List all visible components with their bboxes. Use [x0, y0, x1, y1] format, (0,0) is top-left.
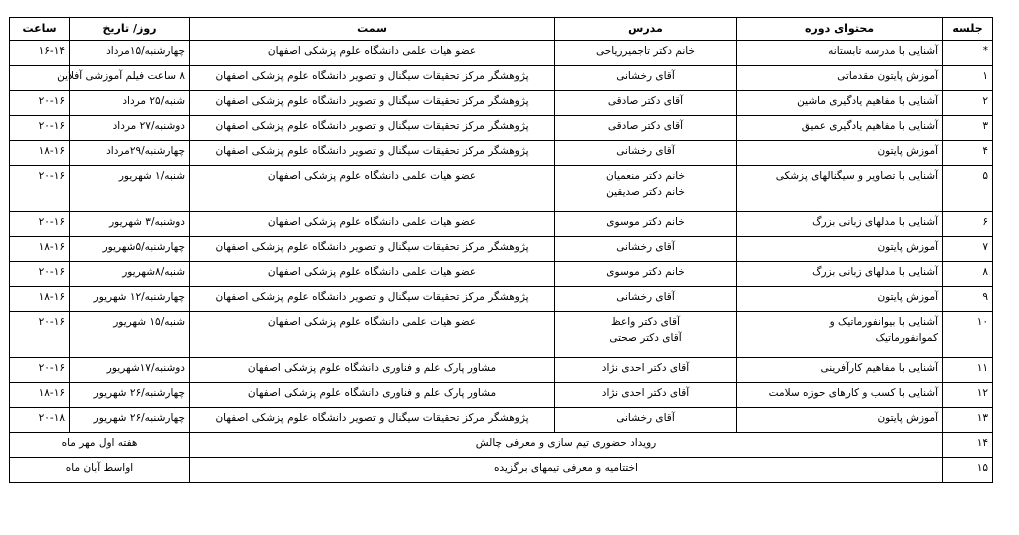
course-content — [737, 66, 943, 91]
time: ۲۰-۱۶ — [10, 91, 70, 116]
schedule-table — [9, 17, 993, 483]
teacher-line: آقای رخشانی — [616, 145, 675, 157]
event-title: اختتامیه و معرفی تیمهای برگزیده — [190, 458, 943, 483]
course-content-line: آموزش پایتون — [877, 241, 938, 253]
schedule-container — [9, 17, 992, 483]
teacher — [555, 262, 737, 287]
session-number: ۱۱ — [943, 358, 993, 383]
header-position: سمت — [190, 18, 555, 41]
course-content-line: آشنایی با کسب و کارهای حوزه سلامت — [768, 387, 938, 399]
position: مشاور پارک علم و فناوری دانشگاه علوم پزشکی اصفهان — [190, 358, 555, 383]
position: پژوهشگر مرکز تحقیقات سیگنال و تصویر دانشگاه علوم پزشکی اصفهان — [190, 141, 555, 166]
teacher-line: خانم دکتر موسوی — [606, 266, 685, 278]
date: دوشنبه/۳ شهریور — [70, 212, 190, 237]
teacher-line: خانم دکتر موسوی — [606, 216, 685, 228]
date: ۸ ساعت فیلم آموزشی آفلاین — [70, 66, 190, 91]
time: ۲۰-۱۶ — [10, 312, 70, 358]
teacher-line: آقای رخشانی — [616, 291, 675, 303]
teacher-line: خانم دکتر صدیقین — [606, 186, 685, 198]
header-row — [10, 18, 993, 41]
course-content — [737, 312, 943, 358]
date: چهارشنبه/۵شهریور — [70, 237, 190, 262]
course-content-line: آشنایی با مدلهای زبانی بزرگ — [812, 216, 938, 228]
course-content — [737, 408, 943, 433]
position: عضو هیات علمی دانشگاه علوم پزشکی اصفهان — [190, 312, 555, 358]
session-number: * — [943, 41, 993, 66]
session-number: ۸ — [943, 262, 993, 287]
time: ۲۰-۱۶ — [10, 262, 70, 287]
time: ۲۰-۱۶ — [10, 166, 70, 212]
teacher-line: آقای دکتر احدی نژاد — [601, 362, 690, 374]
date: شنبه/۲۵ مرداد — [70, 91, 190, 116]
date: شنبه/۱ شهریور — [70, 166, 190, 212]
teacher — [555, 41, 737, 66]
table-row — [10, 66, 993, 91]
teacher-line: خانم دکتر منعمیان — [606, 170, 685, 182]
date: شنبه/۱۵ شهریور — [70, 312, 190, 358]
table-row — [10, 262, 993, 287]
header-date: روز/ تاریخ — [70, 18, 190, 41]
time: ۱۸-۱۶ — [10, 383, 70, 408]
table-row — [10, 383, 993, 408]
table-row — [10, 408, 993, 433]
course-content — [737, 287, 943, 312]
position: عضو هیات علمی دانشگاه علوم پزشکی اصفهان — [190, 41, 555, 66]
course-content — [737, 166, 943, 212]
position: عضو هیات علمی دانشگاه علوم پزشکی اصفهان — [190, 166, 555, 212]
event-row — [10, 433, 993, 458]
position: مشاور پارک علم و فناوری دانشگاه علوم پزشکی اصفهان — [190, 383, 555, 408]
course-content — [737, 116, 943, 141]
session-number: ۶ — [943, 212, 993, 237]
date: چهارشنبه/۲۶ شهریور — [70, 408, 190, 433]
course-content-line: آشنایی با مدرسه تابستانه — [828, 45, 938, 57]
session-number: ۱۰ — [943, 312, 993, 358]
session-number: ۵ — [943, 166, 993, 212]
time: ۲۰-۱۶ — [10, 358, 70, 383]
header-content: محتوای دوره — [737, 18, 943, 41]
teacher — [555, 408, 737, 433]
table-row — [10, 141, 993, 166]
course-content-line: آموزش پایتون — [877, 145, 938, 157]
course-content-line: کموانفورماتیک — [875, 332, 938, 344]
event-when: هفته اول مهر ماه — [10, 433, 190, 458]
course-content — [737, 383, 943, 408]
course-content — [737, 41, 943, 66]
course-content-line: آشنایی با مفاهیم یادگیری ماشین — [797, 95, 938, 107]
course-content — [737, 237, 943, 262]
course-content-line: آشنایی با مدلهای زبانی بزرگ — [812, 266, 938, 278]
position: پژوهشگر مرکز تحقیقات سیگنال و تصویر دانشگاه علوم پزشکی اصفهان — [190, 408, 555, 433]
session-number: ۱۵ — [943, 458, 993, 483]
table-row — [10, 212, 993, 237]
time: ۱۶-۱۴ — [10, 41, 70, 66]
course-content — [737, 91, 943, 116]
date: چهارشنبه/۲۹مرداد — [70, 141, 190, 166]
position: عضو هیات علمی دانشگاه علوم پزشکی اصفهان — [190, 262, 555, 287]
teacher — [555, 212, 737, 237]
session-number: ۱۴ — [943, 433, 993, 458]
course-content-line: آشنایی با مفاهیم یادگیری عمیق — [801, 120, 938, 132]
course-content — [737, 141, 943, 166]
course-content-line: آشنایی با تصاویر و سیگنالهای پزشکی — [775, 170, 938, 182]
teacher-line: آقای رخشانی — [616, 241, 675, 253]
time: ۲۰-۱۶ — [10, 212, 70, 237]
time: ۲۰-۱۶ — [10, 116, 70, 141]
teacher — [555, 312, 737, 358]
course-content-line: آشنایی با بیوانفورماتیک و — [829, 316, 938, 328]
position: پژوهشگر مرکز تحقیقات سیگنال و تصویر دانشگاه علوم پزشکی اصفهان — [190, 237, 555, 262]
session-number: ۱ — [943, 66, 993, 91]
event-row — [10, 458, 993, 483]
session-number: ۹ — [943, 287, 993, 312]
table-row — [10, 116, 993, 141]
teacher-line: آقای رخشانی — [616, 70, 675, 82]
teacher — [555, 141, 737, 166]
table-row — [10, 358, 993, 383]
table-row — [10, 237, 993, 262]
teacher — [555, 287, 737, 312]
teacher — [555, 237, 737, 262]
teacher — [555, 91, 737, 116]
table-row — [10, 287, 993, 312]
teacher-line: آقای دکتر احدی نژاد — [601, 387, 690, 399]
position: پژوهشگر مرکز تحقیقات سیگنال و تصویر دانشگاه علوم پزشکی اصفهان — [190, 91, 555, 116]
time: ۱۸-۱۶ — [10, 237, 70, 262]
teacher — [555, 66, 737, 91]
event-title: رویداد حضوری تیم سازی و معرفی چالش — [190, 433, 943, 458]
schedule-body — [10, 41, 993, 483]
session-number: ۳ — [943, 116, 993, 141]
teacher-line: خانم دکتر تاجمیرریاحی — [596, 45, 695, 57]
teacher — [555, 116, 737, 141]
table-row — [10, 41, 993, 66]
date: شنبه/۸شهریور — [70, 262, 190, 287]
header-time: ساعت — [10, 18, 70, 41]
position: پژوهشگر مرکز تحقیقات سیگنال و تصویر دانشگاه علوم پزشکی اصفهان — [190, 66, 555, 91]
time: ۱۸-۱۶ — [10, 287, 70, 312]
date: دوشنبه/۲۷ مرداد — [70, 116, 190, 141]
session-number: ۴ — [943, 141, 993, 166]
course-content — [737, 212, 943, 237]
date: چهارشنبه/۱۵مرداد — [70, 41, 190, 66]
teacher-line: آقای رخشانی — [616, 412, 675, 424]
date: چهارشنبه/۱۲ شهریور — [70, 287, 190, 312]
teacher — [555, 166, 737, 212]
course-content — [737, 358, 943, 383]
event-when: اواسط آبان ماه — [10, 458, 190, 483]
table-row — [10, 312, 993, 358]
teacher — [555, 358, 737, 383]
date: چهارشنبه/۲۶ شهریور — [70, 383, 190, 408]
teacher — [555, 383, 737, 408]
course-content — [737, 262, 943, 287]
course-content-line: آشنایی با مفاهیم کارآفرینی — [820, 362, 938, 374]
course-content-line: آموزش پایتون — [877, 412, 938, 424]
position: پژوهشگر مرکز تحقیقات سیگنال و تصویر دانشگاه علوم پزشکی اصفهان — [190, 287, 555, 312]
session-number: ۱۲ — [943, 383, 993, 408]
course-content-line: آموزش پایتون مقدماتی — [837, 70, 938, 82]
position: عضو هیات علمی دانشگاه علوم پزشکی اصفهان — [190, 212, 555, 237]
header-session: جلسه — [943, 18, 993, 41]
teacher-line: آقای دکتر صادقی — [607, 95, 684, 107]
table-row — [10, 166, 993, 212]
session-number: ۱۳ — [943, 408, 993, 433]
teacher-line: آقای دکتر واعظ — [611, 316, 680, 328]
time: ۱۸-۱۶ — [10, 141, 70, 166]
position: پژوهشگر مرکز تحقیقات سیگنال و تصویر دانشگاه علوم پزشکی اصفهان — [190, 116, 555, 141]
course-content-line: آموزش پایتون — [877, 291, 938, 303]
table-row — [10, 91, 993, 116]
time: ۲۰-۱۸ — [10, 408, 70, 433]
teacher-line: آقای دکتر صادقی — [607, 120, 684, 132]
header-teacher: مدرس — [555, 18, 737, 41]
session-number: ۷ — [943, 237, 993, 262]
session-number: ۲ — [943, 91, 993, 116]
date: دوشنبه/۱۷شهریور — [70, 358, 190, 383]
teacher-line: آقای دکتر صحتی — [609, 332, 682, 344]
